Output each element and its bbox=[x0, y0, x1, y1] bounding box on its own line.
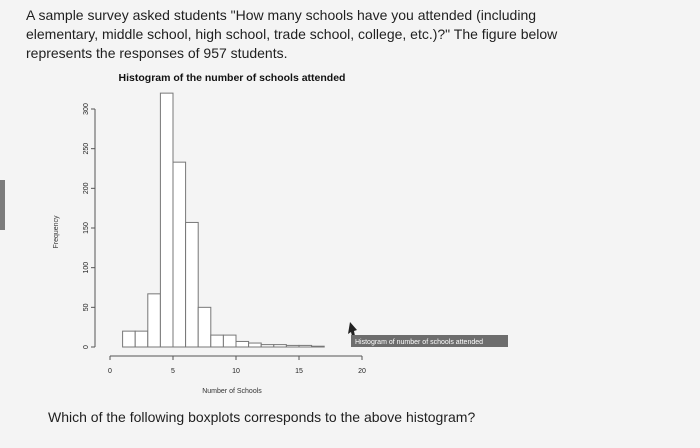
histogram-bar-10 bbox=[249, 343, 262, 347]
histogram-bar-15 bbox=[312, 346, 325, 347]
histogram-bar-12 bbox=[274, 345, 287, 347]
histogram-bar-3 bbox=[160, 93, 173, 347]
x-tick-label-1: 5 bbox=[171, 368, 175, 375]
histogram-bar-11 bbox=[261, 345, 274, 347]
followup-question: Which of the following boxplots corresponds to the above histogram? bbox=[48, 409, 476, 425]
histogram-bar-13 bbox=[286, 345, 299, 347]
histogram-bar-1 bbox=[135, 331, 148, 347]
x-tick-label-2: 10 bbox=[232, 368, 240, 375]
question-line-2: elementary, middle school, high school, trade school, college, etc.)?" The figure below bbox=[26, 26, 558, 42]
y-tick-label-3: 150 bbox=[83, 222, 90, 234]
histogram-bar-9 bbox=[236, 341, 249, 347]
y-tick-label-6: 300 bbox=[83, 103, 90, 115]
histogram-bar-14 bbox=[299, 345, 312, 347]
x-tick-label-0: 0 bbox=[108, 368, 112, 375]
tooltip-text: Histogram of number of schools attended bbox=[355, 339, 484, 346]
x-tick-label-4: 20 bbox=[358, 368, 366, 375]
histogram-bar-4 bbox=[173, 162, 186, 347]
question-line-3: represents the responses of 957 students. bbox=[26, 45, 288, 61]
y-tick-label-1: 50 bbox=[83, 303, 90, 312]
y-tick-label-0: 0 bbox=[83, 345, 90, 349]
chart-tooltip bbox=[348, 322, 508, 347]
histogram-bar-5 bbox=[186, 222, 199, 347]
y-tick-label-5: 250 bbox=[83, 142, 90, 155]
question-line-1: A sample survey asked students "How many schools have you attended (including bbox=[26, 7, 537, 23]
x-axis-label: Number of Schools bbox=[202, 388, 262, 395]
y-tick-label-2: 100 bbox=[83, 261, 90, 274]
x-tick-label-3: 15 bbox=[295, 368, 303, 375]
y-axis-label: Frequency bbox=[53, 215, 60, 249]
histogram-bar-7 bbox=[211, 335, 224, 347]
histogram-bar-8 bbox=[223, 335, 236, 347]
tooltip-pointer-icon bbox=[348, 322, 357, 336]
histogram-bar-6 bbox=[198, 307, 211, 347]
y-tick-label-4: 200 bbox=[83, 182, 90, 195]
histogram-bar-0 bbox=[123, 331, 136, 347]
chart-title: Histogram of the number of schools attended bbox=[118, 72, 346, 84]
histogram-bar-2 bbox=[148, 294, 161, 347]
